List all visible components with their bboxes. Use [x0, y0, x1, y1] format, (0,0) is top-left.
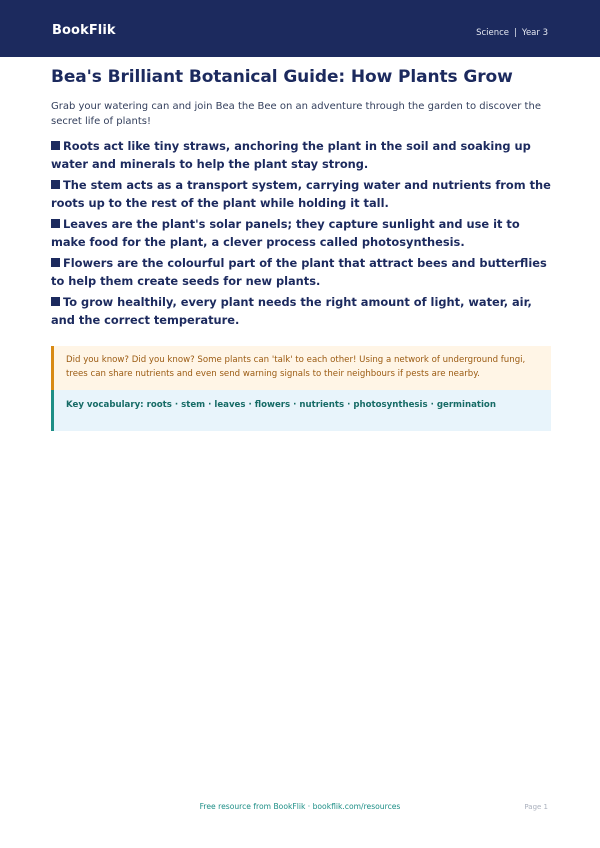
main-content [51, 66, 551, 431]
key-vocabulary-box: Key vocabulary: roots · stem · leaves · flowers · nutrients · photosynthesis · germination [51, 390, 551, 431]
list-item-text: Roots act like tiny straws, anchoring the plant in the soil and soaking up water and minerals to help the plant stay strong. [51, 139, 531, 171]
breadcrumb-subject[interactable]: Science [476, 28, 510, 38]
list-item [51, 138, 551, 173]
square-bullet-icon [51, 219, 60, 228]
list-item [51, 255, 551, 290]
brand-logo[interactable]: BookFlik [52, 23, 116, 38]
did-you-know-callout: Did you know? Did you know? Some plants can 'talk' to each other! Using a network of underground fungi, trees can share nutrients and even send warning signals to their neighbours if pests are nearby. [51, 346, 551, 390]
square-bullet-icon [51, 297, 60, 306]
page-number: Page 1 [524, 803, 548, 811]
top-bar [0, 0, 600, 57]
breadcrumb-year[interactable]: Year 3 [521, 28, 548, 38]
intro-paragraph: Grab your watering can and join Bea the Bee on an adventure through the garden to discover the secret life of plants! [51, 101, 541, 127]
square-bullet-icon [51, 141, 60, 150]
square-bullet-icon [51, 258, 60, 267]
list-item-text: To grow healthily, every plant needs the right amount of light, water, air, and the correct temperature. [51, 295, 532, 327]
footer-resource-link[interactable]: Free resource from BookFlik · bookflik.com/resources [199, 802, 401, 811]
key-points-list [51, 138, 551, 329]
list-item [51, 216, 551, 251]
list-item-text: Flowers are the colourful part of the plant that attract bees and butterflies to help them create seeds for new plants. [51, 256, 547, 288]
square-bullet-icon [51, 180, 60, 189]
list-item [51, 294, 551, 329]
list-item-text: The stem acts as a transport system, carrying water and nutrients from the roots up to the rest of the plant while holding it tall. [51, 178, 551, 210]
list-item [51, 177, 551, 212]
breadcrumb [476, 28, 548, 38]
list-item-text: Leaves are the plant's solar panels; they capture sunlight and use it to make food for the plant, a clever process called photosynthesis. [51, 217, 520, 249]
breadcrumb-separator: | [514, 28, 517, 38]
page-title: Bea's Brilliant Botanical Guide: How Plants Grow [51, 67, 513, 87]
